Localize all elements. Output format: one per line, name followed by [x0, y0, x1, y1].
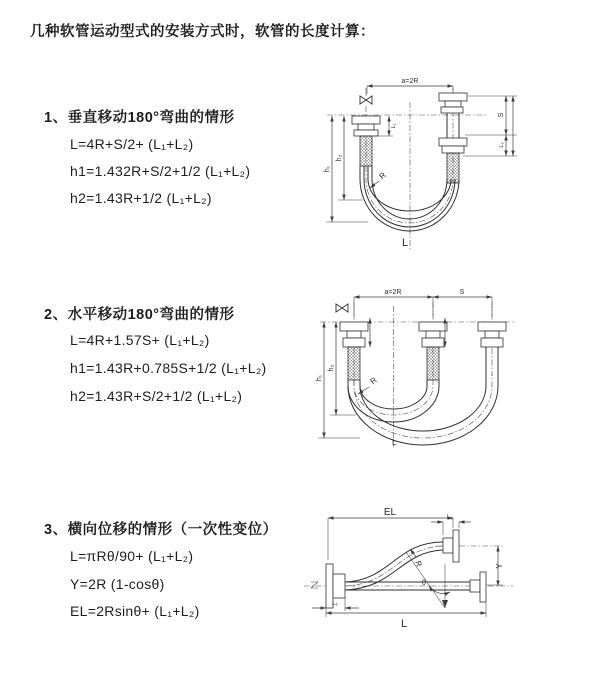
- right-flange: [470, 572, 486, 602]
- formula-h1: h1=1.43R+0.785S+1/2 (L₁+L₂): [70, 360, 267, 376]
- top-dimension: [367, 78, 453, 94]
- dim-label-r: R: [377, 170, 388, 181]
- s-dimension: [463, 96, 517, 156]
- top-dimension-s: [433, 289, 492, 297]
- dim-label-el: EL: [383, 507, 397, 518]
- dim-label-l1: L₁: [332, 600, 338, 607]
- section-3-heading: 3、横向位移的情形（一次性变位）: [44, 522, 278, 538]
- dim-label-r: R: [413, 559, 424, 568]
- u-bend-hose: [360, 166, 459, 231]
- dim-label-h2: h₂: [328, 364, 335, 372]
- diagram-horizontal-u-bend: [308, 284, 546, 456]
- dim-label-l-total: L: [392, 438, 397, 447]
- formula-h2: h2=1.43R+1/2 (L₁+L₂): [70, 190, 212, 206]
- dim-label-h1: h₁: [316, 374, 323, 382]
- formula-length: L=πRθ/90+ (L₁+L₂): [70, 548, 194, 564]
- left-hose-fitting: [352, 116, 380, 166]
- angle-construction: [406, 552, 450, 608]
- diagram-lateral-displacement: [298, 500, 530, 636]
- l-dimension: [326, 602, 486, 630]
- page-title: 几种软管运动型式的安装方式时，软管的长度计算：: [30, 24, 375, 40]
- l2-dimension: [499, 135, 506, 156]
- dim-label-r: R: [368, 375, 379, 386]
- formula-h2: h2=1.43R+S/2+1/2 (L₁+L₂): [70, 388, 243, 404]
- diagram-vertical-u-bend: [313, 74, 535, 260]
- dim-label-h2: h₂: [336, 154, 343, 162]
- y-dimension: [486, 546, 504, 586]
- dim-label-s: S: [459, 289, 465, 296]
- ground-symbol: [311, 582, 318, 588]
- formula-length: L=4R+S/2+ (L₁+L₂): [70, 136, 194, 152]
- formula-length: L=4R+1.57S+ (L₁+L₂): [70, 332, 210, 348]
- dim-label-s: S: [498, 112, 505, 118]
- dim-label-a2r: a=2R: [384, 289, 402, 296]
- middle-hose-fitting: [419, 322, 447, 380]
- formula-el: EL=2Rsinθ+ (L₁+L₂): [70, 603, 200, 619]
- right-hose-fitting-lower: [439, 138, 467, 183]
- l2-dimension: [431, 514, 471, 535]
- dim-label-l-total: L: [401, 618, 408, 630]
- section-1-heading: 1、垂直移动180°弯曲的情形: [44, 110, 235, 126]
- top-dimension-a2r: [354, 289, 492, 316]
- formula-y: Y=2R (1-cosθ): [70, 576, 165, 592]
- curved-hose: [345, 542, 443, 590]
- formula-h1: h1=1.432R+S/2+1/2 (L₁+L₂): [70, 163, 251, 179]
- dim-label-h1: h₁: [324, 165, 331, 173]
- dim-label-a2r: a=2R: [401, 78, 419, 85]
- dim-label-l2: L₂: [446, 514, 454, 521]
- section-2-heading: 2、水平移动180°弯曲的情形: [44, 307, 235, 323]
- valve-icon: [360, 88, 372, 104]
- l1-dimension: [312, 598, 359, 611]
- dim-label-l2: L₂: [499, 142, 505, 148]
- raised-flange: [443, 530, 459, 562]
- dim-label-theta: θ: [422, 580, 426, 587]
- dim-label-l-total: L: [402, 237, 409, 249]
- dim-label-y: Y: [495, 563, 504, 569]
- dim-label-l1: L₁: [391, 123, 397, 129]
- valve-icon: [336, 304, 348, 312]
- left-hose-fitting: [340, 322, 368, 380]
- el-dimension: [328, 507, 453, 560]
